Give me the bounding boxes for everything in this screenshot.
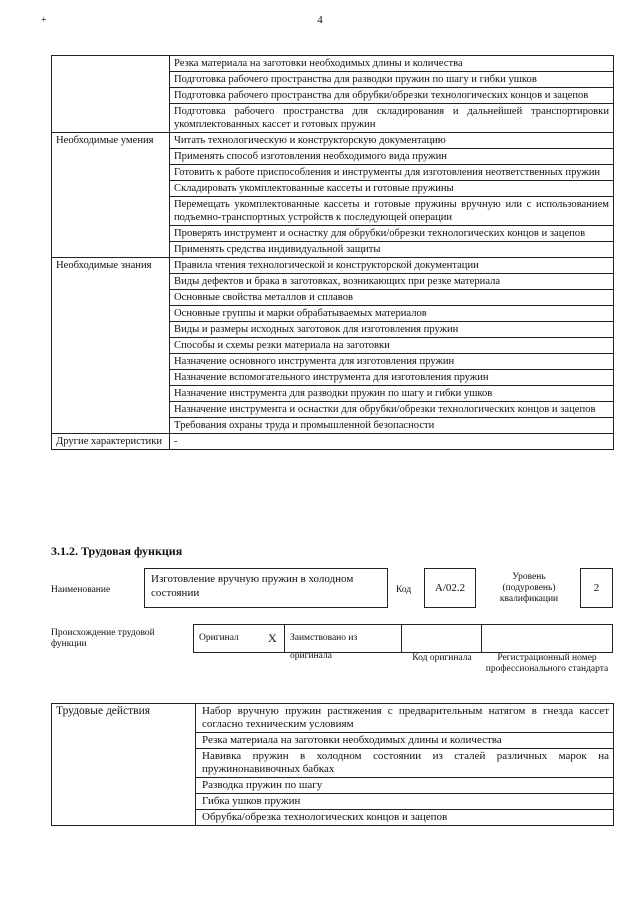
table-cell: Способы и схемы резки материала на заготовки xyxy=(170,338,614,354)
table-cell: Назначение основного инструмента для изготовления пружин xyxy=(170,354,614,370)
function-name-field: Изготовление вручную пружин в холодном состоянии xyxy=(144,568,388,608)
row-group-label xyxy=(52,56,170,133)
corner-mark: + xyxy=(41,15,47,26)
code-label: Код xyxy=(396,585,412,595)
name-label: Наименование xyxy=(51,585,111,595)
code-original-field xyxy=(401,624,482,653)
table-cell: Готовить к работе приспособления и инструменты для изготовления неответственных пружин xyxy=(170,165,614,181)
original-label: Оригинал xyxy=(199,633,239,643)
original-cell xyxy=(193,624,285,653)
table-cell: Резка материала на заготовки необходимых длины и количества xyxy=(170,56,614,72)
table-cell: Применять средства индивидуальной защиты xyxy=(170,242,614,258)
table-row xyxy=(52,133,614,149)
table-cell: Гибка ушков пружин xyxy=(196,794,614,810)
row-group-label: Необходимые умения xyxy=(52,133,170,258)
table-cell: Подготовка рабочего пространства для складирования и дальнейшей транспортировки укомплектованных кассет и готовых пружин xyxy=(170,104,614,133)
borrowed-label: Заимствовано из оригинала xyxy=(290,633,358,661)
row-group-label: Необходимые знания xyxy=(52,258,170,434)
level-label: Уровень (подуровень) квалификации xyxy=(499,572,559,604)
table-cell: Назначение инструмента и оснастки для обрубки/обрезки технологических концов и зацепов xyxy=(170,402,614,418)
table-row xyxy=(52,258,614,274)
table-cell: Резка материала на заготовки необходимых длины и количества xyxy=(196,733,614,749)
borrowed-cell xyxy=(284,624,402,661)
section-heading: 3.1.2. Трудовая функция xyxy=(51,544,183,558)
table-cell: Обрубка/обрезка технологических концов и зацепов xyxy=(196,810,614,826)
table-cell: Разводка пружин по шагу xyxy=(196,778,614,794)
page-number: 4 xyxy=(317,14,323,26)
reg-number-field xyxy=(481,624,613,653)
labor-actions-table xyxy=(51,703,614,826)
row-group-label: Трудовые действия xyxy=(52,704,196,826)
table-cell: Основные свойства металлов и сплавов xyxy=(170,290,614,306)
table-cell: Назначение инструмента для разводки пружин по шагу и гибки ушков xyxy=(170,386,614,402)
table-cell: - xyxy=(170,434,614,450)
table-cell: Складировать укомплектованные кассеты и готовые пружины xyxy=(170,181,614,197)
table-cell: Виды и размеры исходных заготовок для изготовления пружин xyxy=(170,322,614,338)
table-cell: Читать технологическую и конструкторскую документацию xyxy=(170,133,614,149)
table-cell: Навивка пружин в холодном состоянии из сталей различных марок на пружинонавивочных бабках xyxy=(196,749,614,778)
row-group-label: Другие характеристики xyxy=(52,434,170,450)
table-cell: Виды дефектов и брака в заготовках, возникающих при резке материала xyxy=(170,274,614,290)
table-row xyxy=(52,434,614,450)
table-cell: Проверять инструмент и оснастку для обрубки/обрезки технологических концов и зацепов xyxy=(170,226,614,242)
original-mark: X xyxy=(268,631,277,645)
origin-label: Происхождение трудовой функции xyxy=(51,628,155,649)
table-cell: Применять способ изготовления необходимого вида пружин xyxy=(170,149,614,165)
table-cell: Требования охраны труда и промышленной безопасности xyxy=(170,418,614,434)
level-field: 2 xyxy=(580,568,613,608)
table-cell: Перемещать укомплектованные кассеты и готовые пружины вручную или с использованием подъемно-транспортных устройств к последующей операции xyxy=(170,197,614,226)
table-cell: Подготовка рабочего пространства для обрубки/обрезки технологических концов и зацепов xyxy=(170,88,614,104)
table-cell: Назначение вспомогательного инструмента для изготовления пружин xyxy=(170,370,614,386)
table-cell: Подготовка рабочего пространства для разводки пружин по шагу и гибки ушков xyxy=(170,72,614,88)
table-row xyxy=(52,56,614,72)
table-cell: Набор вручную пружин растяжения с предварительным натягом в гнезда кассет согласно техническим условиям xyxy=(196,704,614,733)
code-original-label: Код оригинала xyxy=(412,653,472,663)
reg-number-label: Регистрационный номер профессионального стандарта xyxy=(485,653,609,674)
competency-table xyxy=(51,55,614,450)
code-field: A/02.2 xyxy=(424,568,476,608)
table-cell: Основные группы и марки обрабатываемых материалов xyxy=(170,306,614,322)
table-cell: Правила чтения технологической и конструкторской документации xyxy=(170,258,614,274)
table-row xyxy=(52,704,614,733)
